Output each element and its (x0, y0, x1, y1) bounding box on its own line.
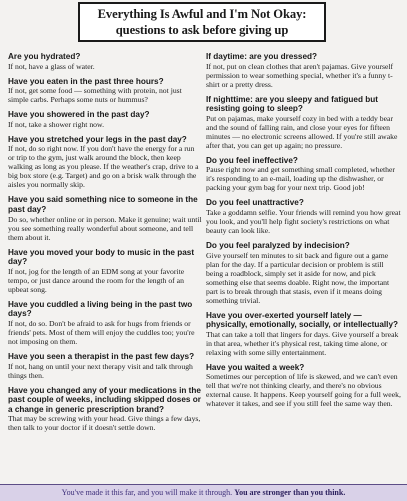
question-item (8, 135, 202, 190)
left-column (8, 52, 202, 438)
question-answer: If not, jog for the length of an EDM song at your favorite tempo, or just dance around the room for the length of an upbeat song. (8, 266, 185, 294)
question-answer: If not, get some food — something with protein, not just simple carbs. Perhaps some nuts or hummus? (8, 86, 182, 105)
question-heading: Have you stretched your legs in the past day? (8, 134, 187, 144)
question-item (206, 198, 402, 235)
question-answer: Pause right now and get something small completed, whether it's responding to an e-mail, loading up the dishwasher, or packing your gym bag for your next trip. Good job! (206, 165, 395, 193)
question-item (206, 363, 402, 409)
question-heading: Have you showered in the past day? (8, 110, 150, 120)
question-answer: If not, do so right now. If you don't have the energy for a run or trip to the gym, just walk around the block, then keep walking as long as you please. If the weather's crap, drive to a big box store (e.g. Target) and go on a brisk walk through the aisles you normally skip. (8, 144, 199, 190)
question-heading: If nighttime: are you sleepy and fatigued but resisting going to sleep? (206, 94, 378, 114)
question-answer: If not, hang on until your next therapy visit and talk through things then. (8, 361, 193, 380)
question-item (8, 386, 202, 433)
question-item (206, 156, 402, 193)
question-heading: Have you waited a week? (206, 362, 305, 372)
question-answer: That may be screwing with your head. Give things a few days, then talk to your doctor if it doesn't settle down. (8, 414, 201, 433)
question-answer: Put on pajamas, make yourself cozy in bed with a teddy bear and the sound of falling rain, and close your eyes for fifteen minutes — no electronic screens allowed. If you're still awake after that, you can get up again; no pressure. (206, 113, 398, 150)
question-answer: If not, do so. Don't be afraid to ask for hugs from friends or friends' pets. Most of them will enjoy the cuddles too; you're not imposing on them. (8, 318, 195, 346)
question-item (8, 352, 202, 380)
question-heading: Have you seen a therapist in the past few days? (8, 351, 195, 361)
question-item (8, 110, 202, 129)
question-item (8, 195, 202, 241)
question-heading: Have you changed any of your medications in the past couple of weeks, including skipped doses or a change in generic prescription brand? (8, 385, 201, 414)
question-heading: Do you feel ineffective? (206, 155, 298, 165)
footer-bold-text: You are stronger than you think. (234, 488, 346, 497)
question-item (8, 300, 202, 346)
question-item (8, 248, 202, 294)
question-answer: Do so, whether online or in person. Make it genuine; wait until you see something really wonderful about someone, and tell them about it. (8, 214, 202, 242)
question-item (206, 241, 402, 305)
footer-banner (0, 484, 407, 501)
question-item (8, 77, 202, 105)
question-heading: Have you cuddled a living being in the past two days? (8, 299, 193, 319)
question-answer: That can take a toll that lingers for days. Give yourself a break in that area, whether it's physical rest, taking time alone, or relaxing with some silly entertainment. (206, 329, 399, 357)
question-heading: Have you eaten in the past three hours? (8, 76, 164, 86)
question-heading: Do you feel unattractive? (206, 198, 304, 208)
question-answer: Take a goddamn selfie. Your friends will remind you how great you look, and you'll help fight society's restrictions on what beauty can look like. (206, 207, 401, 235)
question-answer: Give yourself ten minutes to sit back and figure out a game plan for the day. If a particular decision or problem is still being a roadblock, simply set it aside for now, and pick something else that seems doable. Right now, the important part is to break through that stasis, even if it means doing something trivial. (206, 250, 390, 305)
title-box (78, 2, 326, 42)
right-column (206, 52, 402, 414)
footer-text: You've made it this far, and you will make it through. (61, 488, 233, 497)
question-heading: Are you hydrated? (8, 52, 81, 61)
question-heading: Have you moved your body to music in the past day? (8, 247, 195, 267)
title-line-1: Everything Is Awful and I'm Not Okay: (97, 7, 307, 21)
question-heading: Have you over-exerted yourself lately — physically, emotionally, socially, or intellectually? (206, 310, 399, 330)
question-heading: Do you feel paralyzed by indecision? (206, 240, 350, 250)
question-answer: If not, have a glass of water. (8, 61, 95, 71)
question-answer: If not, take a shower right now. (8, 119, 104, 129)
question-item (8, 52, 202, 71)
question-heading: Have you said something nice to someone in the past day? (8, 195, 198, 214)
question-item (206, 52, 402, 89)
question-heading: If daytime: are you dressed? (206, 52, 318, 61)
question-answer: Sometimes our perception of life is skewed, and we can't even tell that we're not thinking clearly, and there's no obvious external cause. It happens. Keep yourself going for a full week, whatever it takes, and see if you still feel the same way then. (206, 372, 401, 409)
title-line-2: questions to ask before giving up (115, 23, 289, 37)
question-answer: If not, put on clean clothes that aren't pajamas. Give yourself permission to wear something special, whether it's a funny t-shirt or a pretty dress. (206, 61, 394, 89)
question-item (206, 95, 402, 150)
question-item (206, 311, 402, 357)
